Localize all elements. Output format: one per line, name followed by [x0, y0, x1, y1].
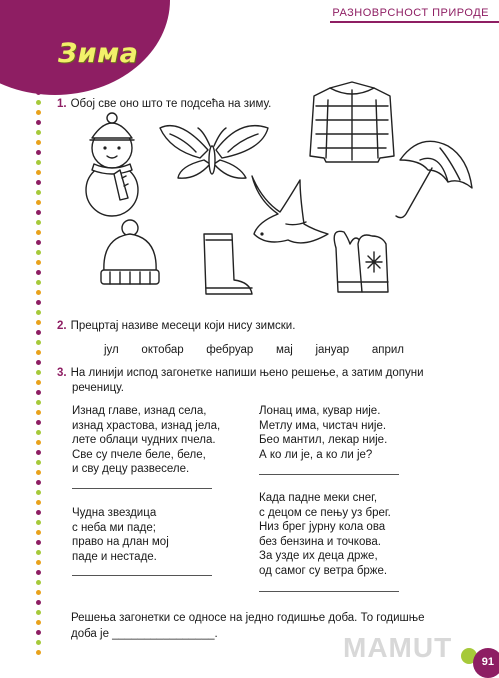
margin-dot [36, 360, 41, 365]
margin-dot [36, 440, 41, 445]
month-word[interactable]: мај [275, 344, 293, 356]
margin-dot [36, 510, 41, 515]
task-number: 3. [57, 367, 67, 379]
margin-dot [36, 460, 41, 465]
month-word[interactable]: фебруар [206, 344, 254, 356]
final-sentence-line-1: Решења загонетки се односе на једно годишње доба. То годишње [71, 612, 425, 624]
margin-dot [36, 380, 41, 385]
answer-line-3[interactable] [259, 474, 399, 475]
margin-dot [36, 320, 41, 325]
month-word[interactable]: јул [104, 344, 119, 356]
margin-dot [36, 550, 41, 555]
margin-dot [36, 390, 41, 395]
margin-dot [36, 640, 41, 645]
task-number: 2. [57, 320, 67, 332]
margin-dot [36, 630, 41, 635]
riddle-snow: Изнад главе, изнад села, изнад храстова, изнад јела, лете облаци чудних пчела. Све су пчеле беле, беле, и сву децу развеселе. [72, 405, 221, 475]
section-title: РАЗНОВРСНОСТ ПРИРОДЕ [332, 7, 489, 19]
pictures-area [0, 0, 499, 320]
margin-dot [36, 410, 41, 415]
task-text: На линији испод загонетке напиши њено решење, а затим допуни [70, 367, 424, 379]
answer-line-2[interactable] [72, 575, 212, 576]
task-text: Прецртај називе месеци који нису зимски. [70, 320, 296, 332]
margin-dot [36, 480, 41, 485]
riddle-snowflake: Чудна звездица с неба ми паде; право на длан мој паде и нестаде. [72, 507, 169, 563]
margin-dot [36, 430, 41, 435]
margin-dot [36, 540, 41, 545]
page-number: 91 [481, 656, 494, 668]
snowman-icon[interactable] [86, 113, 138, 216]
task-3 [57, 366, 437, 396]
margin-dot [36, 600, 41, 605]
lesson-title: Зима [58, 38, 139, 69]
knit-hat-icon[interactable] [101, 220, 159, 284]
margin-dot [36, 420, 41, 425]
month-word[interactable]: октобар [141, 344, 184, 356]
task-2 [57, 319, 295, 334]
margin-dot [36, 450, 41, 455]
riddle-snowman: Лонац има, кувар није. Метлу има, чистач није. Бео мантил, лекар није. А ко ли је, а ко ли је? [259, 405, 388, 461]
margin-dot [36, 330, 41, 335]
margin-dot [36, 340, 41, 345]
swallow-icon[interactable] [252, 176, 328, 243]
margin-dot [36, 350, 41, 355]
margin-dot [36, 400, 41, 405]
margin-dot [36, 500, 41, 505]
margin-dot [36, 560, 41, 565]
winter-jacket-icon[interactable] [310, 82, 394, 162]
task-text-continued: реченицу. [72, 382, 124, 394]
margin-dot [36, 470, 41, 475]
margin-dot [36, 620, 41, 625]
month-word[interactable]: април [371, 344, 404, 356]
month-word[interactable]: јануар [315, 344, 350, 356]
answer-line-4[interactable] [259, 591, 399, 592]
mittens-icon[interactable] [334, 231, 388, 292]
final-sentence-line-2[interactable]: доба је ________________. [71, 628, 218, 640]
butterfly-icon[interactable] [160, 126, 268, 179]
margin-dot [36, 530, 41, 535]
watermark-logo: MAMUT [343, 632, 453, 663]
months-row [104, 344, 404, 356]
margin-dot [36, 520, 41, 525]
task-text: Обој све оно што те подсећа на зиму. [70, 98, 272, 110]
margin-dot [36, 590, 41, 595]
margin-dot [36, 610, 41, 615]
margin-dot [36, 580, 41, 585]
margin-dot [36, 490, 41, 495]
margin-dot [36, 570, 41, 575]
riddle-sled: Када падне меки снег, с децом се пењу уз брег. Низ брег јурну кола ова без бензина и точкова. За узде их деца држе, од самог су ветра брже. [259, 492, 391, 577]
margin-dot [36, 650, 41, 655]
task-number: 1. [57, 98, 67, 110]
boot-icon[interactable] [204, 234, 252, 294]
answer-line-1[interactable] [72, 488, 212, 489]
umbrella-icon[interactable] [396, 141, 472, 217]
margin-dot [36, 370, 41, 375]
